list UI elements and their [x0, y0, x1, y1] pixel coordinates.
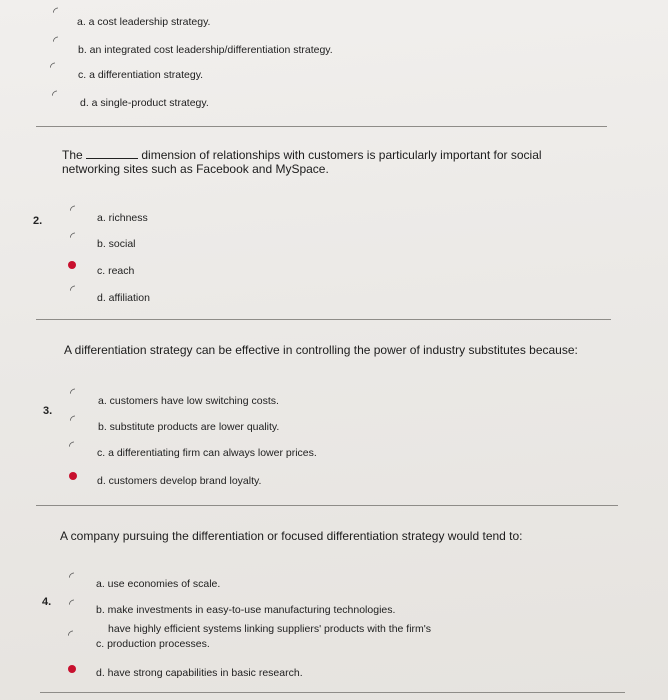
q2-radio-a[interactable]: ◜: [70, 202, 76, 217]
q4-radio-b[interactable]: ◜: [69, 596, 75, 611]
q1-radio-c[interactable]: ◜: [50, 59, 56, 74]
q4-question: A company pursuing the differentiation or focused differentiation strategy would tend to:: [60, 529, 523, 543]
q4-option-d: d. have strong capabilities in basic research.: [96, 667, 303, 679]
q3-radio-c[interactable]: ◜: [69, 438, 75, 453]
q4-radio-d-selected[interactable]: [68, 665, 76, 673]
q2-option-a: a. richness: [97, 212, 148, 224]
q2-blank: [86, 148, 138, 159]
divider-1: [36, 126, 607, 127]
q4-option-c-line1: have highly efficient systems linking suppliers' products with the firm's: [108, 623, 432, 635]
q1-option-a: a. a cost leadership strategy.: [77, 16, 211, 28]
q4-number: 4.: [42, 596, 52, 608]
q1-option-b: b. an integrated cost leadership/differentiation strategy.: [78, 44, 333, 56]
q2-question-start: The: [62, 148, 83, 162]
q3-option-b: b. substitute products are lower quality.: [98, 421, 280, 433]
divider-2: [36, 319, 611, 320]
q2-number: 2.: [33, 215, 43, 227]
q1-option-d: d. a single-product strategy.: [80, 97, 209, 109]
divider-3: [36, 505, 618, 506]
q4-option-a: a. use economies of scale.: [96, 578, 221, 590]
q3-question: A differentiation strategy can be effective in controlling the power of industry substitutes because:: [64, 343, 578, 357]
q2-radio-b[interactable]: ◜: [70, 229, 76, 244]
q3-radio-d-selected[interactable]: [69, 472, 77, 480]
q1-option-c: c. a differentiation strategy.: [78, 69, 204, 81]
q1-radio-a[interactable]: ◜: [53, 4, 59, 19]
q1-radio-b[interactable]: ◜: [53, 33, 59, 48]
q3-number: 3.: [43, 405, 53, 417]
q1-radio-d[interactable]: ◜: [52, 87, 58, 102]
q3-radio-a[interactable]: ◜: [70, 385, 76, 400]
q2-option-c: c. reach: [97, 265, 135, 277]
q2-option-d: d. affiliation: [97, 292, 150, 304]
q4-option-c-line2: c. production processes.: [96, 638, 210, 650]
q2-radio-c-selected[interactable]: [68, 261, 76, 269]
q3-option-a: a. customers have low switching costs.: [98, 395, 279, 407]
divider-4: [40, 692, 625, 693]
q4-option-b: b. make investments in easy-to-use manufacturing technologies.: [96, 604, 396, 616]
q2-question: [62, 148, 582, 176]
q2-radio-d[interactable]: ◜: [70, 282, 76, 297]
q2-question-line2: networking sites such as Facebook and MySpace.: [62, 162, 329, 176]
q2-question-end: dimension of relationships with customers is particularly important for social: [141, 148, 542, 162]
q4-radio-a[interactable]: ◜: [69, 569, 75, 584]
q2-option-b: b. social: [97, 238, 136, 250]
q3-option-d: d. customers develop brand loyalty.: [97, 475, 262, 487]
q4-radio-c[interactable]: ◜: [68, 627, 74, 642]
q3-option-c: c. a differentiating firm can always lower prices.: [97, 447, 317, 459]
q3-radio-b[interactable]: ◜: [70, 412, 76, 427]
